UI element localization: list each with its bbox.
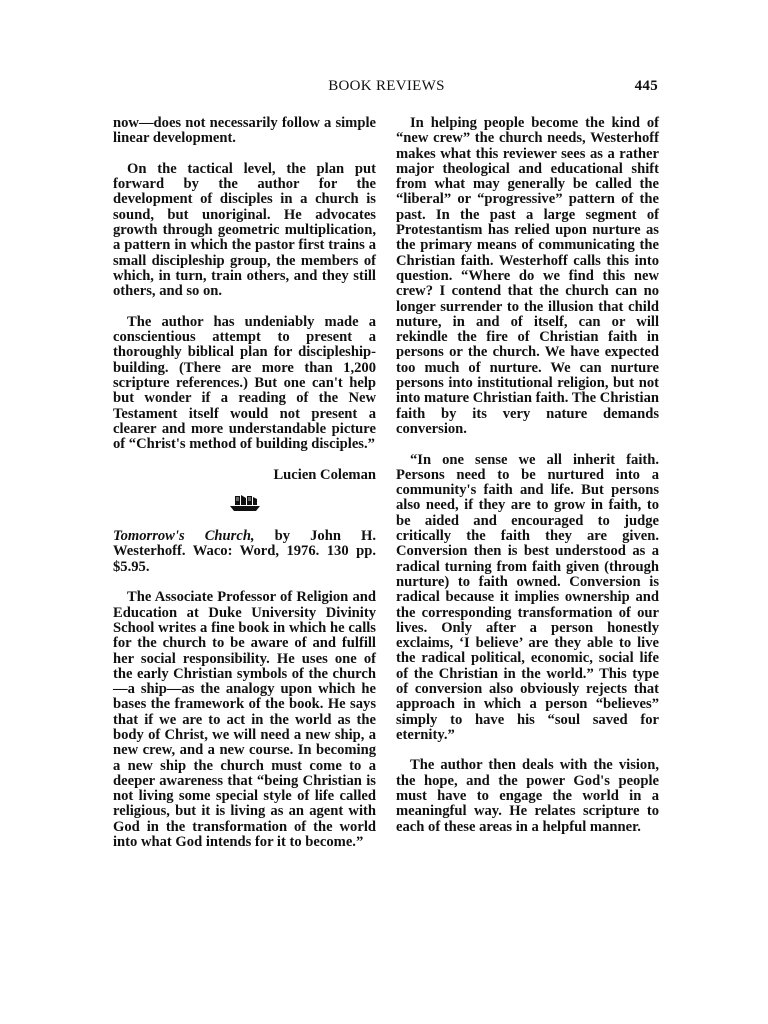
ship-ornament-icon <box>227 493 263 513</box>
reviewer-signature: Lucien Coleman <box>273 466 376 483</box>
book-citation <box>113 529 376 575</box>
paragraph: “In one sense we all inherit faith. Persons need to be nurtured into a community's faith and life. But persons also need, if they are to grow in faith, to be aided and encouraged to judge critically the faith they are given. Conversion then is best understood as a radical turning from faith given (through nurture) to faith owned. Conversion is radical because it implies ownership and the corresponding transformation of our lives. Only after a person honestly exclaims, ‘I believe’ are they able to live the radical political, economic, social life of the Christian in the world.” This type of conversion also obviously rejects that approach in which a person “believes” simply to have his “soul saved for eternity.” <box>396 451 659 743</box>
paragraph: now—does not necessarily follow a simple linear development. <box>113 115 376 147</box>
page-number: 445 <box>634 78 658 94</box>
book-details: by John H. Westerhoff. Waco: Word, 1976. 130 pp. $5.95. <box>113 528 376 575</box>
paragraph: In helping people become the kind of “new crew” the church needs, Westerhoff makes what this reviewer sees as a rather major theological and educational shift from what may generally be called the “liberal” or “progressive” pattern of the past. In the past a large segment of Protestantism has relied upon nurture as the primary means of communicating the Christian faith. Westerhoff calls this into question. “Where do we find this new crew? I contend that the church can no longer surrender to the illusion that child nuture, in and of itself, can or will rekindle the fire of Christian faith in persons or the church. We have expected too much of nurture. We can nurture persons into institutional religion, but not into mature Christian faith. The Christian faith by its very nature demands conversion. <box>396 115 659 437</box>
left-column <box>113 116 376 866</box>
right-column <box>396 116 659 850</box>
paragraph: The author has undeniably made a conscientious attempt to present a thoroughly biblical plan for discipleship-building. (There are more than 1,200 scripture references.) But one can't help but wonder if a reading of the New Testament itself would not present a clearer and more understandable picture of “Christ's method of building disciples.” <box>113 313 376 453</box>
paragraph: The Associate Professor of Religion and Education at Duke University Divinity School writes a fine book in which he calls for the church to be aware of and fulfill her social responsibility. He uses one of the early Christian symbols of the church—a ship—as the analogy upon which he bases the framework of the book. He says that if we are to act in the world as the body of Christ, we will need a new ship, a new crew, and a new course. In becoming a new ship the church must come to a deeper awareness that “being Christian is not living some special style of life called religious, but it is living as an agent with God in the transformation of the world into what God intends for it to become.” <box>113 589 376 851</box>
book-title: Tomorrow's Church, <box>113 528 255 545</box>
section-title: BOOK REVIEWS <box>328 78 445 94</box>
paragraph: The author then deals with the vision, the hope, and the power God's people must have to engage the world in a meaningful way. He relates scripture to each of these areas in a helpful manner. <box>396 757 659 835</box>
paragraph: On the tactical level, the plan put forward by the author for the development of disciples in a church is sound, but unoriginal. He advocates growth through geometric multiplication, a pattern in which the pastor first trains a small discipleship group, the members of which, in turn, train others, and they still others, and so on. <box>113 160 376 300</box>
running-header <box>113 78 660 98</box>
